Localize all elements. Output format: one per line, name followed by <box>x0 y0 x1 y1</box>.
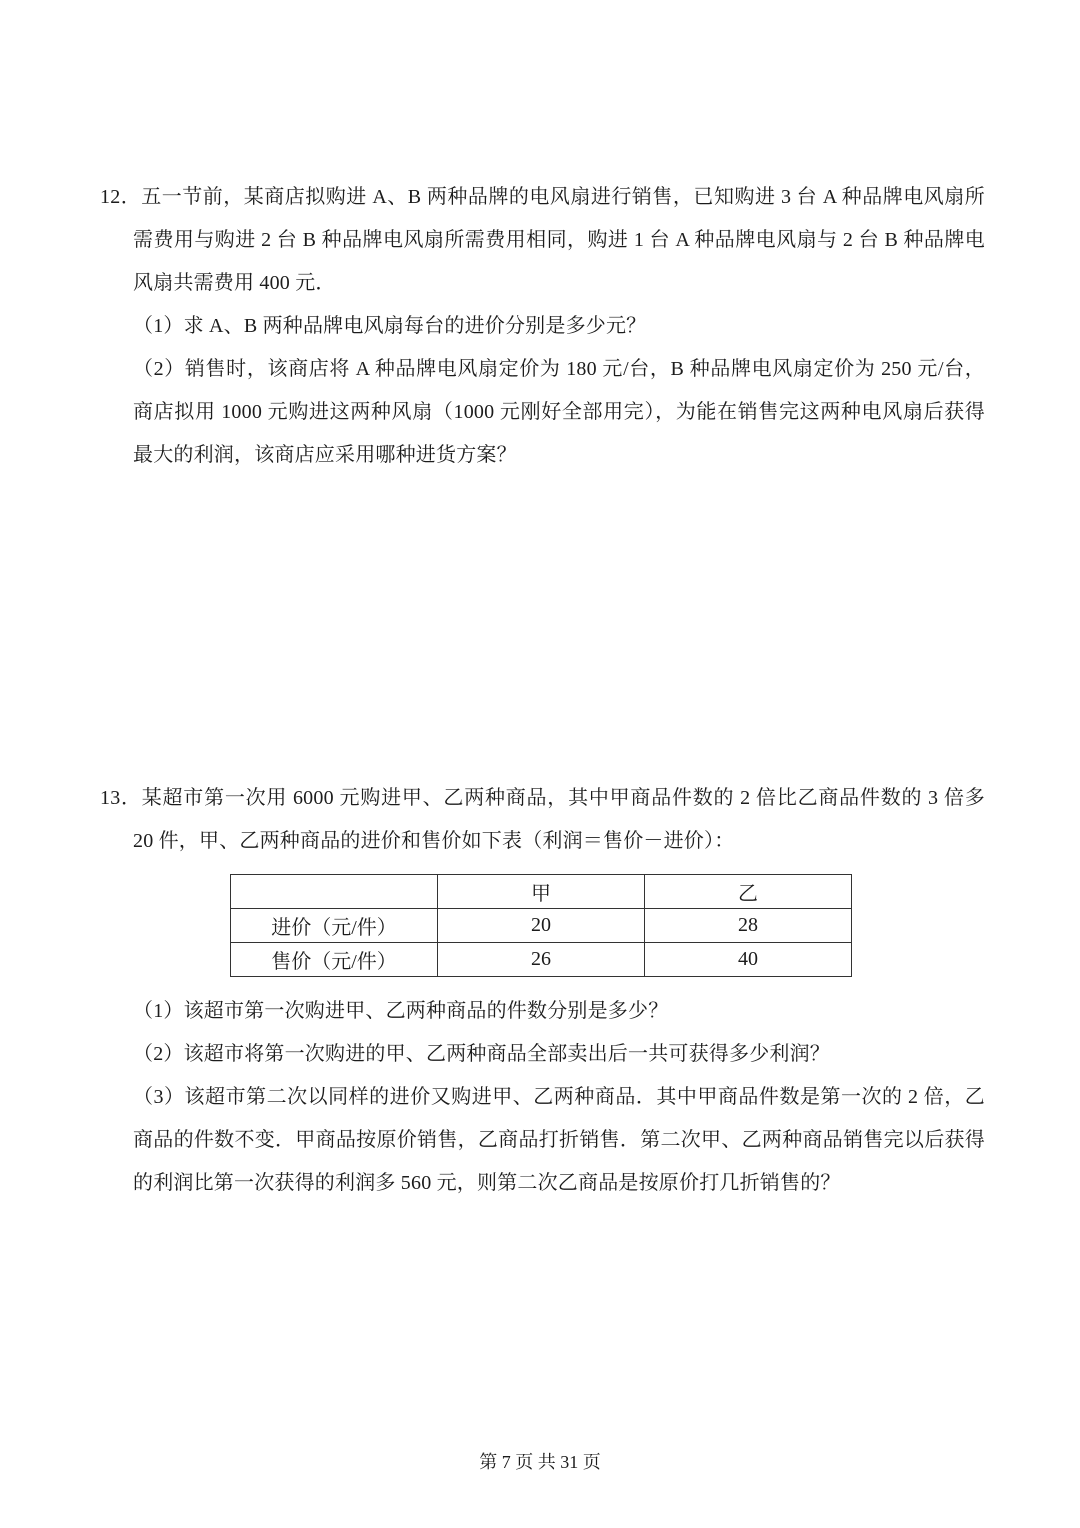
problem-13-part-1: （1）该超市第一次购进甲、乙两种商品的件数分别是多少？ <box>133 1000 669 1022</box>
table-header-empty-cell <box>231 875 438 909</box>
page-footer <box>0 1448 1080 1474</box>
table-header-row <box>231 875 852 909</box>
selling-price-yi: 40 <box>645 943 852 977</box>
problem-13-part-3: （3）该超市第二次以同样的进价又购进甲、乙两种商品．其中甲商品件数是第一次的 2 倍，乙商品的件数不变．甲商品按原价销售，乙商品打折销售．第二次甲、乙两种商品销售完以后获得的利润比第一次获得的利润多 560 元，则第二次乙商品是按原价打几折销售的？ <box>133 1086 985 1194</box>
purchase-price-label: 进价（元/件） <box>231 909 438 943</box>
problem-12 <box>100 176 985 477</box>
selling-price-label: 售价（元/件） <box>231 943 438 977</box>
purchase-price-jia: 20 <box>438 909 645 943</box>
problem-12-part-1: （1）求 A、B 两种品牌电风扇每台的进价分别是多少元？ <box>133 315 647 337</box>
selling-price-jia: 26 <box>438 943 645 977</box>
page-number: 第 7 页 共 31 页 <box>479 1452 601 1472</box>
table-row-purchase-price <box>231 909 852 943</box>
problem-13-part-2: （2）该超市将第一次购进的甲、乙两种商品全部卖出后一共可获得多少利润？ <box>133 1043 830 1065</box>
problem-13-statement: 13．某超市第一次用 6000 元购进甲、乙两种商品，其中甲商品件数的 2 倍比乙商品件数的 3 倍多 20 件，甲、乙两种商品的进价和售价如下表（利润＝售价－进价）： <box>100 787 985 852</box>
problem-12-statement: 12．五一节前，某商店拟购进 A、B 两种品牌的电风扇进行销售，已知购进 3 台 A 种品牌电风扇所需费用与购进 2 台 B 种品牌电风扇所需费用相同，购进 1 台 A 种品牌电风扇与 2 台 B 种品牌电风扇共需费用 400 元． <box>100 186 985 294</box>
problem-13 <box>100 777 985 1205</box>
price-table <box>230 874 852 977</box>
table-row-selling-price <box>231 943 852 977</box>
purchase-price-yi: 28 <box>645 909 852 943</box>
table-header-jia: 甲 <box>438 875 645 909</box>
problem-12-part-2: （2）销售时，该商店将 A 种品牌电风扇定价为 180 元/台，B 种品牌电风扇定价为 250 元/台，商店拟用 1000 元购进这两种风扇（1000 元刚好全部用完），为能在销售完这两种电风扇后获得最大的利润，该商店应采用哪种进货方案？ <box>133 358 985 466</box>
table-header-yi: 乙 <box>645 875 852 909</box>
